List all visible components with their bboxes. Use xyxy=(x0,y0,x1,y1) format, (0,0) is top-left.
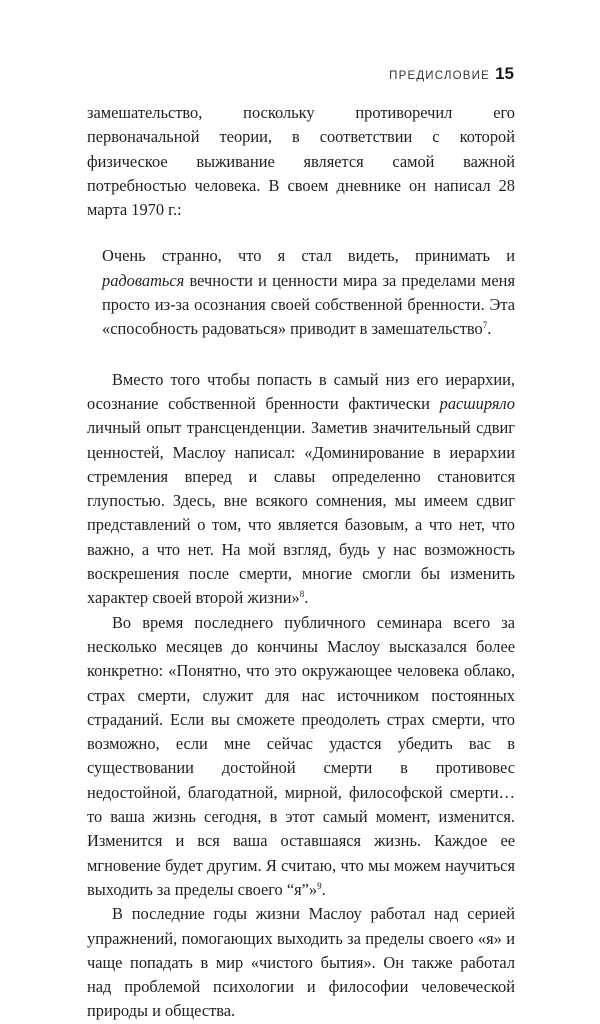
running-title: ПРЕДИСЛОВИЕ xyxy=(389,70,490,82)
body-text xyxy=(87,101,515,1024)
paragraph-2 xyxy=(87,368,515,611)
footnote-ref-8[interactable]: 8 xyxy=(299,589,305,600)
paragraph-3-end: . xyxy=(321,879,326,899)
paragraph-2-text-a: Вместо того чтобы попасть в самый низ его иерархии, осознание собственной бренности фактически xyxy=(87,369,515,413)
paragraph-2-text-b: личный опыт трансценденции. Заметив значительный сдвиг ценностей, Маслоу написал: «Доминирование в иерархии стремления вперед и славы определенно становится глупостью. Здесь, вне всякого сомнения, мы имеем сдвиг представлений о том, что является базовым, а что нет, что важно, а что нет. На мой взгляд, будь у нас возможность воскрешения после смерти, многие смогли бы изменить характер своей второй жизни» xyxy=(87,418,515,608)
footnote-ref-7[interactable]: 7 xyxy=(482,320,488,331)
paragraph-4: В последние годы жизни Маслоу работал над серией упражнений, помогающих выходить за пределы своего «я» и чаще попадать в мир «чистого бытия». Он также работал над проблемой психологии и философии человеческой природы и общества. xyxy=(87,904,515,1021)
page-header xyxy=(0,64,600,88)
quote-end: . xyxy=(487,319,492,339)
paragraph-3 xyxy=(87,611,515,903)
quote-text-a: Очень странно, что я стал видеть, принимать и xyxy=(102,246,515,266)
quote-emphasis: радоваться xyxy=(102,270,185,290)
block-quote xyxy=(87,244,515,341)
page-number: 15 xyxy=(495,64,514,83)
paragraph-3-text: Во время последнего публичного семинара всего за несколько месяцев до кончины Маслоу высказался более конкретно: «Понятно, что это окружающее человека облако, страх смерти, служит для нас источником постоянных страданий. Если вы сможете преодолеть страх смерти, что возможно, если мне сейчас удастся убедить вас в существовании достойной смерти в противовес недостойной, благодатной, мирной, философской смерти… то ваша жизнь сегодня, в этот самый момент, изменится. Изменится и вся ваша оставшаяся жизнь. Каждое ее мгновение будет другим. Я считаю, что мы можем научиться выходить за пределы своего “я”» xyxy=(87,612,515,899)
paragraph-continuation: замешательство, поскольку противоречил его первоначальной теории, в соответствии с которой физическое выживание является самой важной потребностью человека. В своем дневнике он написал 28 марта 1970 г.: xyxy=(87,103,515,220)
paragraph-2-emphasis: расширяло xyxy=(439,393,515,413)
quote-text-b: вечности и ценности мира за пределами меня просто из-за осознания своей собственной бренности. Эта «способность радоваться» приводит в замешательство xyxy=(102,270,515,339)
footnote-ref-9[interactable]: 9 xyxy=(317,880,322,891)
paragraph-2-end: . xyxy=(304,588,309,608)
